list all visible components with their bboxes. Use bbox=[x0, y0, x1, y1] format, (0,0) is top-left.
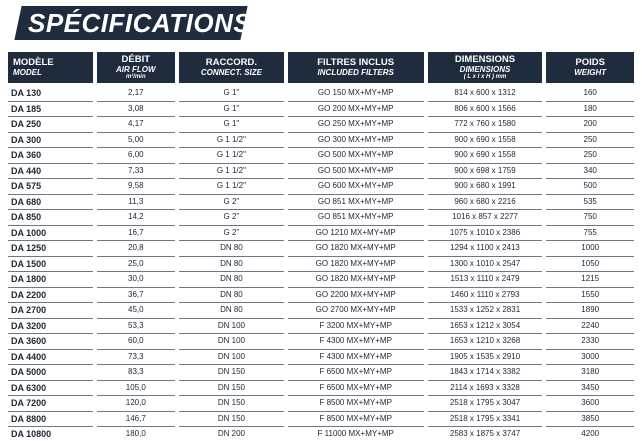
cell-model: DA 850 bbox=[8, 210, 93, 226]
column-header-filters bbox=[288, 52, 424, 86]
cell-model: DA 440 bbox=[8, 164, 93, 180]
cell-weight: 3450 bbox=[546, 381, 634, 397]
cell-filters: GO 1820 MX+MY+MP bbox=[288, 257, 424, 273]
table-row bbox=[8, 412, 634, 428]
cell-weight: 340 bbox=[546, 164, 634, 180]
cell-filters: GO 200 MX+MY+MP bbox=[288, 102, 424, 118]
cell-filters: F 4300 MX+MY+MP bbox=[288, 350, 424, 366]
cell-dimensions: 806 x 600 x 1566 bbox=[428, 102, 543, 118]
cell-model: DA 250 bbox=[8, 117, 93, 133]
cell-filters: GO 2200 MX+MY+MP bbox=[288, 288, 424, 304]
column-header-airflow bbox=[97, 52, 176, 86]
cell-model: DA 4400 bbox=[8, 350, 93, 366]
table-row bbox=[8, 257, 634, 273]
cell-connect: DN 100 bbox=[179, 350, 284, 366]
cell-connect: DN 150 bbox=[179, 381, 284, 397]
cell-airflow: 60,0 bbox=[97, 334, 176, 350]
header-row bbox=[8, 52, 634, 86]
cell-dimensions: 2518 x 1795 x 3341 bbox=[428, 412, 543, 428]
cell-weight: 1000 bbox=[546, 241, 634, 257]
cell-model: DA 1800 bbox=[8, 272, 93, 288]
cell-dimensions: 1016 x 857 x 2277 bbox=[428, 210, 543, 226]
cell-dimensions: 1905 x 1535 x 2910 bbox=[428, 350, 543, 366]
cell-filters: GO 1820 MX+MY+MP bbox=[288, 241, 424, 257]
cell-connect: DN 200 bbox=[179, 427, 284, 441]
cell-model: DA 1500 bbox=[8, 257, 93, 273]
table-row bbox=[8, 179, 634, 195]
cell-airflow: 3,08 bbox=[97, 102, 176, 118]
table-row bbox=[8, 102, 634, 118]
header-sub: WEIGHT bbox=[574, 68, 607, 77]
header-sub: AIR FLOW bbox=[116, 65, 156, 74]
cell-weight: 755 bbox=[546, 226, 634, 242]
cell-filters: F 8500 MX+MY+MP bbox=[288, 396, 424, 412]
cell-weight: 3000 bbox=[546, 350, 634, 366]
cell-connect: DN 150 bbox=[179, 412, 284, 428]
cell-airflow: 16,7 bbox=[97, 226, 176, 242]
spec-table-body bbox=[8, 86, 634, 441]
cell-weight: 1550 bbox=[546, 288, 634, 304]
cell-model: DA 2700 bbox=[8, 303, 93, 319]
cell-airflow: 4,17 bbox=[97, 117, 176, 133]
cell-airflow: 105,0 bbox=[97, 381, 176, 397]
cell-weight: 3180 bbox=[546, 365, 634, 381]
table-row bbox=[8, 133, 634, 149]
cell-dimensions: 900 x 690 x 1558 bbox=[428, 148, 543, 164]
cell-airflow: 2,17 bbox=[97, 86, 176, 102]
table-row bbox=[8, 334, 634, 350]
cell-airflow: 73,3 bbox=[97, 350, 176, 366]
cell-filters: GO 2700 MX+MY+MP bbox=[288, 303, 424, 319]
cell-weight: 4200 bbox=[546, 427, 634, 441]
cell-airflow: 20,8 bbox=[97, 241, 176, 257]
cell-weight: 750 bbox=[546, 210, 634, 226]
cell-model: DA 6300 bbox=[8, 381, 93, 397]
cell-connect: G 1 1/2" bbox=[179, 179, 284, 195]
cell-connect: G 2" bbox=[179, 210, 284, 226]
header-sub: INCLUDED FILTERS bbox=[317, 68, 394, 77]
table-row bbox=[8, 396, 634, 412]
cell-model: DA 8800 bbox=[8, 412, 93, 428]
cell-dimensions: 1533 x 1252 x 2831 bbox=[428, 303, 543, 319]
table-row bbox=[8, 226, 634, 242]
cell-connect: G 1 1/2" bbox=[179, 133, 284, 149]
cell-connect: DN 100 bbox=[179, 334, 284, 350]
cell-model: DA 1250 bbox=[8, 241, 93, 257]
cell-airflow: 53,3 bbox=[97, 319, 176, 335]
header-main: DIMENSIONS bbox=[454, 54, 516, 65]
cell-dimensions: 1300 x 1010 x 2547 bbox=[428, 257, 543, 273]
cell-model: DA 360 bbox=[8, 148, 93, 164]
cell-connect: DN 80 bbox=[179, 241, 284, 257]
column-header-dimensions bbox=[428, 52, 543, 86]
cell-weight: 500 bbox=[546, 179, 634, 195]
cell-model: DA 3600 bbox=[8, 334, 93, 350]
cell-connect: DN 100 bbox=[179, 319, 284, 335]
cell-weight: 1050 bbox=[546, 257, 634, 273]
cell-dimensions: 814 x 600 x 1312 bbox=[428, 86, 543, 102]
cell-model: DA 300 bbox=[8, 133, 93, 149]
cell-weight: 2240 bbox=[546, 319, 634, 335]
header-main: FILTRES INCLUS bbox=[317, 57, 395, 68]
cell-weight: 3850 bbox=[546, 412, 634, 428]
table-row bbox=[8, 381, 634, 397]
cell-dimensions: 900 x 680 x 1991 bbox=[428, 179, 543, 195]
cell-model: DA 2200 bbox=[8, 288, 93, 304]
table-row bbox=[8, 288, 634, 304]
cell-airflow: 30,0 bbox=[97, 272, 176, 288]
cell-model: DA 10800 bbox=[8, 427, 93, 441]
cell-model: DA 130 bbox=[8, 86, 93, 102]
cell-connect: DN 80 bbox=[179, 272, 284, 288]
header-unit: ( L x l x H ) mm bbox=[463, 74, 507, 80]
cell-airflow: 11,3 bbox=[97, 195, 176, 211]
header-main: DÉBIT bbox=[121, 54, 151, 65]
cell-filters: GO 500 MX+MY+MP bbox=[288, 164, 424, 180]
cell-dimensions: 2583 x 1875 x 3747 bbox=[428, 427, 543, 441]
cell-airflow: 180,0 bbox=[97, 427, 176, 441]
cell-filters: F 6500 MX+MY+MP bbox=[288, 381, 424, 397]
spec-table bbox=[4, 52, 638, 441]
cell-filters: GO 1820 MX+MY+MP bbox=[288, 272, 424, 288]
cell-weight: 160 bbox=[546, 86, 634, 102]
cell-filters: GO 250 MX+MY+MP bbox=[288, 117, 424, 133]
cell-airflow: 36,7 bbox=[97, 288, 176, 304]
column-header-weight bbox=[546, 52, 634, 86]
cell-dimensions: 1843 x 1714 x 3382 bbox=[428, 365, 543, 381]
cell-filters: GO 500 MX+MY+MP bbox=[288, 148, 424, 164]
cell-model: DA 3200 bbox=[8, 319, 93, 335]
cell-filters: GO 150 MX+MY+MP bbox=[288, 86, 424, 102]
table-row bbox=[8, 210, 634, 226]
column-header-connect bbox=[179, 52, 284, 86]
cell-weight: 1215 bbox=[546, 272, 634, 288]
cell-weight: 250 bbox=[546, 133, 634, 149]
cell-connect: G 1" bbox=[179, 86, 284, 102]
table-row bbox=[8, 427, 634, 441]
table-row bbox=[8, 272, 634, 288]
cell-filters: GO 851 MX+MY+MP bbox=[288, 210, 424, 226]
cell-filters: F 3200 MX+MY+MP bbox=[288, 319, 424, 335]
cell-filters: F 11000 MX+MY+MP bbox=[288, 427, 424, 441]
cell-connect: DN 80 bbox=[179, 257, 284, 273]
cell-dimensions: 1653 x 1210 x 3268 bbox=[428, 334, 543, 350]
header-unit: m³/min bbox=[125, 74, 146, 80]
cell-connect: G 1 1/2" bbox=[179, 148, 284, 164]
cell-connect: DN 150 bbox=[179, 396, 284, 412]
cell-dimensions: 1513 x 1110 x 2479 bbox=[428, 272, 543, 288]
cell-weight: 200 bbox=[546, 117, 634, 133]
cell-airflow: 9,58 bbox=[97, 179, 176, 195]
cell-model: DA 575 bbox=[8, 179, 93, 195]
table-row bbox=[8, 195, 634, 211]
cell-airflow: 7,33 bbox=[97, 164, 176, 180]
table-row bbox=[8, 148, 634, 164]
cell-dimensions: 1653 x 1212 x 3054 bbox=[428, 319, 543, 335]
cell-airflow: 83,3 bbox=[97, 365, 176, 381]
cell-model: DA 1000 bbox=[8, 226, 93, 242]
cell-dimensions: 960 x 680 x 2216 bbox=[428, 195, 543, 211]
cell-dimensions: 1460 x 1110 x 2793 bbox=[428, 288, 543, 304]
table-row bbox=[8, 319, 634, 335]
cell-dimensions: 1294 x 1100 x 2413 bbox=[428, 241, 543, 257]
cell-connect: DN 150 bbox=[179, 365, 284, 381]
cell-connect: G 1 1/2" bbox=[179, 164, 284, 180]
cell-filters: GO 1210 MX+MY+MP bbox=[288, 226, 424, 242]
column-header-model bbox=[8, 52, 93, 86]
cell-airflow: 6,00 bbox=[97, 148, 176, 164]
cell-airflow: 45,0 bbox=[97, 303, 176, 319]
table-row bbox=[8, 164, 634, 180]
cell-filters: GO 851 MX+MY+MP bbox=[288, 195, 424, 211]
cell-airflow: 120,0 bbox=[97, 396, 176, 412]
cell-airflow: 5,00 bbox=[97, 133, 176, 149]
cell-dimensions: 2518 x 1795 x 3047 bbox=[428, 396, 543, 412]
table-row bbox=[8, 365, 634, 381]
cell-filters: GO 600 MX+MY+MP bbox=[288, 179, 424, 195]
header-sub: CONNECT. SIZE bbox=[200, 68, 262, 77]
cell-model: DA 7200 bbox=[8, 396, 93, 412]
cell-connect: G 1" bbox=[179, 102, 284, 118]
cell-model: DA 680 bbox=[8, 195, 93, 211]
cell-dimensions: 2114 x 1693 x 3328 bbox=[428, 381, 543, 397]
cell-connect: G 2" bbox=[179, 195, 284, 211]
cell-model: DA 5000 bbox=[8, 365, 93, 381]
table-row bbox=[8, 86, 634, 102]
cell-weight: 2330 bbox=[546, 334, 634, 350]
header-main: POIDS bbox=[575, 57, 605, 68]
cell-weight: 180 bbox=[546, 102, 634, 118]
cell-dimensions: 772 x 760 x 1580 bbox=[428, 117, 543, 133]
cell-weight: 250 bbox=[546, 148, 634, 164]
cell-filters: F 4300 MX+MY+MP bbox=[288, 334, 424, 350]
cell-dimensions: 900 x 690 x 1558 bbox=[428, 133, 543, 149]
cell-filters: F 8500 MX+MY+MP bbox=[288, 412, 424, 428]
table-row bbox=[8, 117, 634, 133]
cell-connect: DN 80 bbox=[179, 303, 284, 319]
cell-weight: 535 bbox=[546, 195, 634, 211]
cell-connect: G 1" bbox=[179, 117, 284, 133]
cell-airflow: 14,2 bbox=[97, 210, 176, 226]
table-row bbox=[8, 303, 634, 319]
cell-weight: 3600 bbox=[546, 396, 634, 412]
cell-dimensions: 900 x 698 x 1759 bbox=[428, 164, 543, 180]
header-sub: DIMENSIONS bbox=[459, 65, 511, 74]
cell-connect: G 2" bbox=[179, 226, 284, 242]
cell-connect: DN 80 bbox=[179, 288, 284, 304]
cell-filters: F 6500 MX+MY+MP bbox=[288, 365, 424, 381]
header-sub: MODEL bbox=[13, 68, 42, 77]
cell-model: DA 185 bbox=[8, 102, 93, 118]
table-row bbox=[8, 241, 634, 257]
header-main: RACCORD. bbox=[205, 57, 257, 68]
cell-dimensions: 1075 x 1010 x 2386 bbox=[428, 226, 543, 242]
cell-airflow: 25,0 bbox=[97, 257, 176, 273]
table-row bbox=[8, 350, 634, 366]
cell-filters: GO 300 MX+MY+MP bbox=[288, 133, 424, 149]
header-main: MODÈLE bbox=[13, 57, 54, 68]
page-title: SPÉCIFICATIONS bbox=[28, 8, 252, 38]
cell-airflow: 146,7 bbox=[97, 412, 176, 428]
cell-weight: 1890 bbox=[546, 303, 634, 319]
